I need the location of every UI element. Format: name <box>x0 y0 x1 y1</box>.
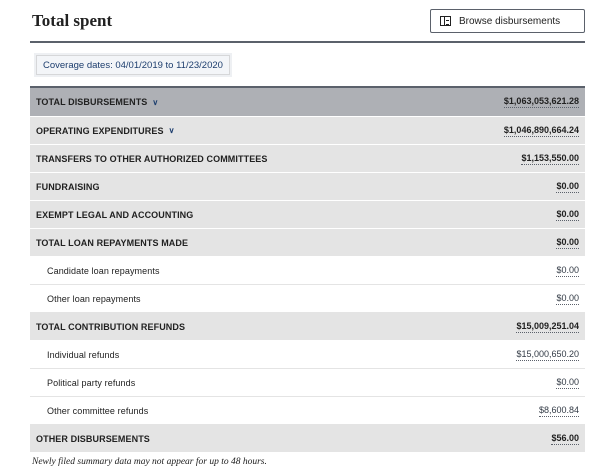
table-row <box>30 201 585 229</box>
row-label <box>47 294 141 304</box>
table-row <box>30 285 585 313</box>
row-label-text: TOTAL CONTRIBUTION REFUNDS <box>36 321 186 332</box>
chevron-down-icon[interactable]: ∨ <box>152 97 159 107</box>
row-label-text: Political party refunds <box>47 377 136 388</box>
browse-disbursements-label: Browse disbursements <box>459 15 561 27</box>
row-label-text: TRANSFERS TO OTHER AUTHORIZED COMMITTEES <box>36 153 268 164</box>
disbursements-table <box>30 86 585 453</box>
row-label <box>47 350 119 360</box>
table-row <box>30 257 585 285</box>
row-value[interactable]: $0.00 <box>556 180 579 191</box>
row-label <box>47 378 135 388</box>
row-value[interactable]: $1,153,550.00 <box>521 152 579 163</box>
panel-header <box>30 8 585 42</box>
row-label <box>36 97 158 107</box>
table-row <box>30 369 585 397</box>
row-value[interactable]: $8,600.84 <box>538 404 579 415</box>
row-value[interactable]: $0.00 <box>556 376 579 387</box>
row-label <box>36 154 268 164</box>
row-label-text: Other committee refunds <box>47 405 149 416</box>
row-value[interactable]: $1,046,890,664.24 <box>503 124 579 135</box>
row-label-text: Other loan repayments <box>47 293 141 304</box>
row-value[interactable]: $15,000,650.20 <box>516 348 579 359</box>
row-label <box>36 238 188 248</box>
row-label-text: Individual refunds <box>47 349 120 360</box>
table-row <box>30 173 585 201</box>
row-label <box>47 406 148 416</box>
row-label-text: TOTAL LOAN REPAYMENTS MADE <box>36 237 189 248</box>
row-label <box>36 182 100 192</box>
row-value[interactable]: $56.00 <box>551 432 579 443</box>
row-value[interactable]: $1,063,053,621.28 <box>503 96 579 106</box>
table-row[interactable] <box>30 117 585 145</box>
row-value[interactable]: $15,009,251.04 <box>516 320 579 331</box>
table-row <box>30 313 585 341</box>
browse-disbursements-button[interactable] <box>430 9 585 33</box>
row-label-text: OPERATING EXPENDITURES <box>36 125 164 136</box>
row-label <box>36 322 185 332</box>
table-row <box>30 229 585 257</box>
footnote: Newly filed summary data may not appear for up to 48 hours. <box>32 457 267 467</box>
row-label <box>36 210 193 220</box>
row-label-text: FUNDRAISING <box>36 181 100 192</box>
table-row[interactable] <box>30 88 585 117</box>
row-label-text: EXEMPT LEGAL AND ACCOUNTING <box>36 209 194 220</box>
row-value[interactable]: $0.00 <box>556 236 579 247</box>
table-row <box>30 341 585 369</box>
row-label-text: OTHER DISBURSEMENTS <box>36 433 150 444</box>
table-icon <box>440 16 451 26</box>
row-value[interactable]: $0.00 <box>556 292 579 303</box>
page-title: Total spent <box>32 11 113 30</box>
row-label <box>36 434 150 444</box>
chevron-down-icon[interactable]: ∨ <box>168 126 175 135</box>
row-label-text: TOTAL DISBURSEMENTS <box>36 97 148 107</box>
table-row <box>30 425 585 453</box>
header-divider <box>30 41 585 43</box>
row-value[interactable]: $0.00 <box>556 208 579 219</box>
row-label-text: Candidate loan repayments <box>47 265 160 276</box>
coverage-dates-tag: Coverage dates: 04/01/2019 to 11/23/2020 <box>36 55 230 75</box>
table-row <box>30 145 585 173</box>
row-label <box>36 126 175 136</box>
row-value[interactable]: $0.00 <box>556 264 579 275</box>
table-row <box>30 397 585 425</box>
row-label <box>47 266 160 276</box>
